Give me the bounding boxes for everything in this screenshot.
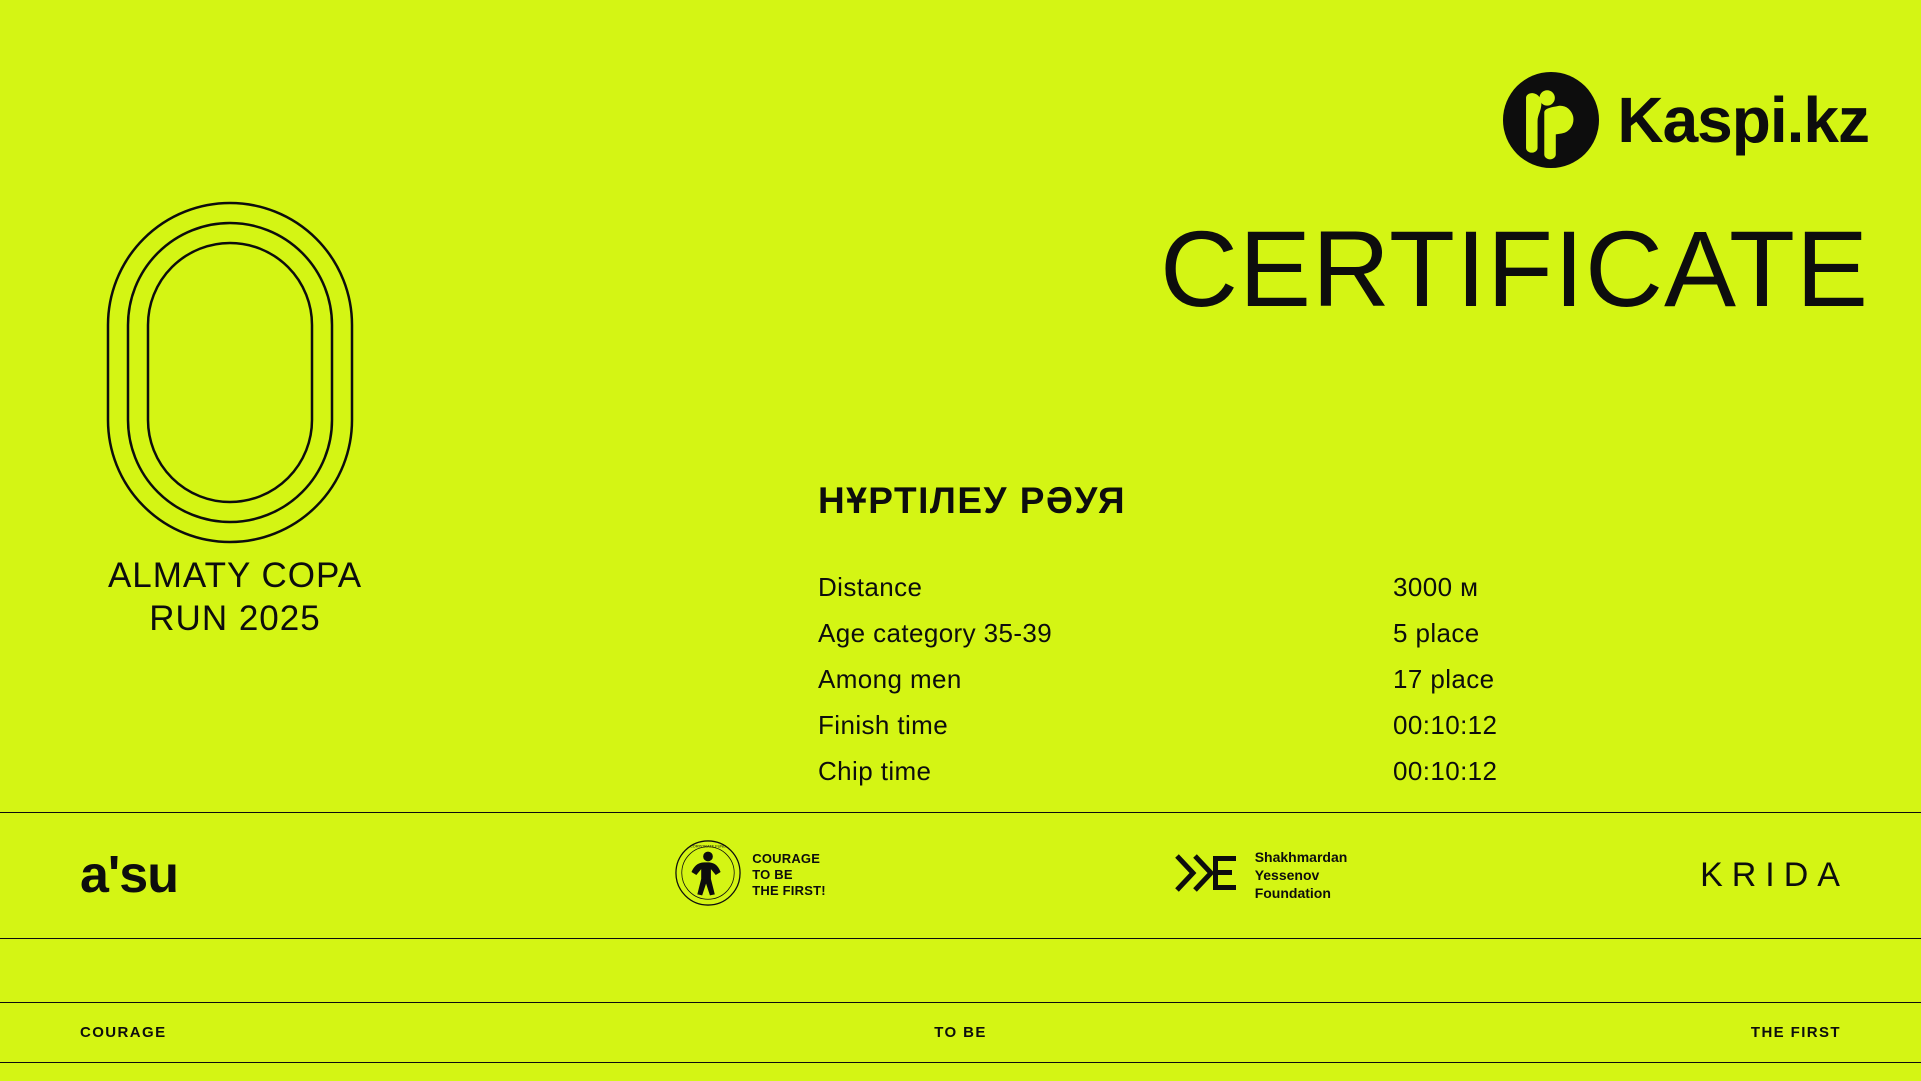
divider <box>0 938 1921 939</box>
kaspi-mark-icon <box>1503 72 1599 168</box>
table-row <box>818 756 1658 787</box>
participant-name: НҰРТІЛЕУ РӘУЯ <box>818 480 1127 521</box>
event-title-line-1: ALMATY COPA <box>107 556 363 595</box>
yessenov-line-3: Foundation <box>1254 885 1331 902</box>
tagline-right: THE FIRST <box>1750 1023 1841 1041</box>
sponsor-asu-logo <box>0 845 510 905</box>
event-title <box>40 555 430 640</box>
kaspi-logo <box>1503 72 1869 168</box>
tagline-middle: TO BE <box>934 1023 987 1041</box>
yessenov-wordmark <box>1255 848 1348 903</box>
table-row <box>818 710 1658 741</box>
svg-text:CORPORATE FUND: CORPORATE FUND <box>690 843 727 849</box>
event-title-line-2: RUN 2025 <box>149 598 321 638</box>
result-label: Among men <box>818 664 962 694</box>
running-track-icon <box>105 200 355 545</box>
result-value: 5 place <box>1393 618 1480 648</box>
krida-wordmark: KRIDA <box>1700 855 1849 894</box>
courage-line-1: COURAGE <box>752 850 821 866</box>
footer-tagline <box>0 1002 1921 1062</box>
result-value: 3000 м <box>1393 572 1479 602</box>
results-table <box>818 572 1658 802</box>
sponsor-strip <box>0 812 1921 938</box>
sponsor-yessenov-logo <box>990 848 1530 903</box>
result-label: Age category 35-39 <box>818 618 1053 648</box>
tagline-left: COURAGE <box>80 1023 167 1041</box>
result-label: Finish time <box>818 710 949 740</box>
yessenov-mark-icon <box>1173 848 1243 903</box>
divider <box>0 1062 1921 1063</box>
result-value: 00:10:12 <box>1393 756 1498 786</box>
table-row <box>818 572 1658 603</box>
courage-wordmark <box>752 851 826 900</box>
result-label: Distance <box>818 572 923 602</box>
yessenov-line-2: Yessenov <box>1254 866 1320 883</box>
table-row <box>818 618 1658 649</box>
courage-emblem-icon <box>674 839 742 912</box>
yessenov-line-1: Shakhmardan <box>1254 848 1348 865</box>
kaspi-wordmark: Kaspi.kz <box>1617 84 1869 156</box>
sponsor-courage-logo <box>510 839 990 912</box>
sponsor-krida-logo <box>1530 856 1921 895</box>
courage-line-2: TO BE <box>752 866 793 882</box>
page-title: CERTIFICATE <box>1159 208 1869 329</box>
result-value: 00:10:12 <box>1393 710 1498 740</box>
result-label: Chip time <box>818 756 932 786</box>
result-value: 17 place <box>1393 664 1495 694</box>
courage-line-3: THE FIRST! <box>752 883 826 899</box>
asu-wordmark: a'su <box>80 846 178 904</box>
table-row <box>818 664 1658 695</box>
